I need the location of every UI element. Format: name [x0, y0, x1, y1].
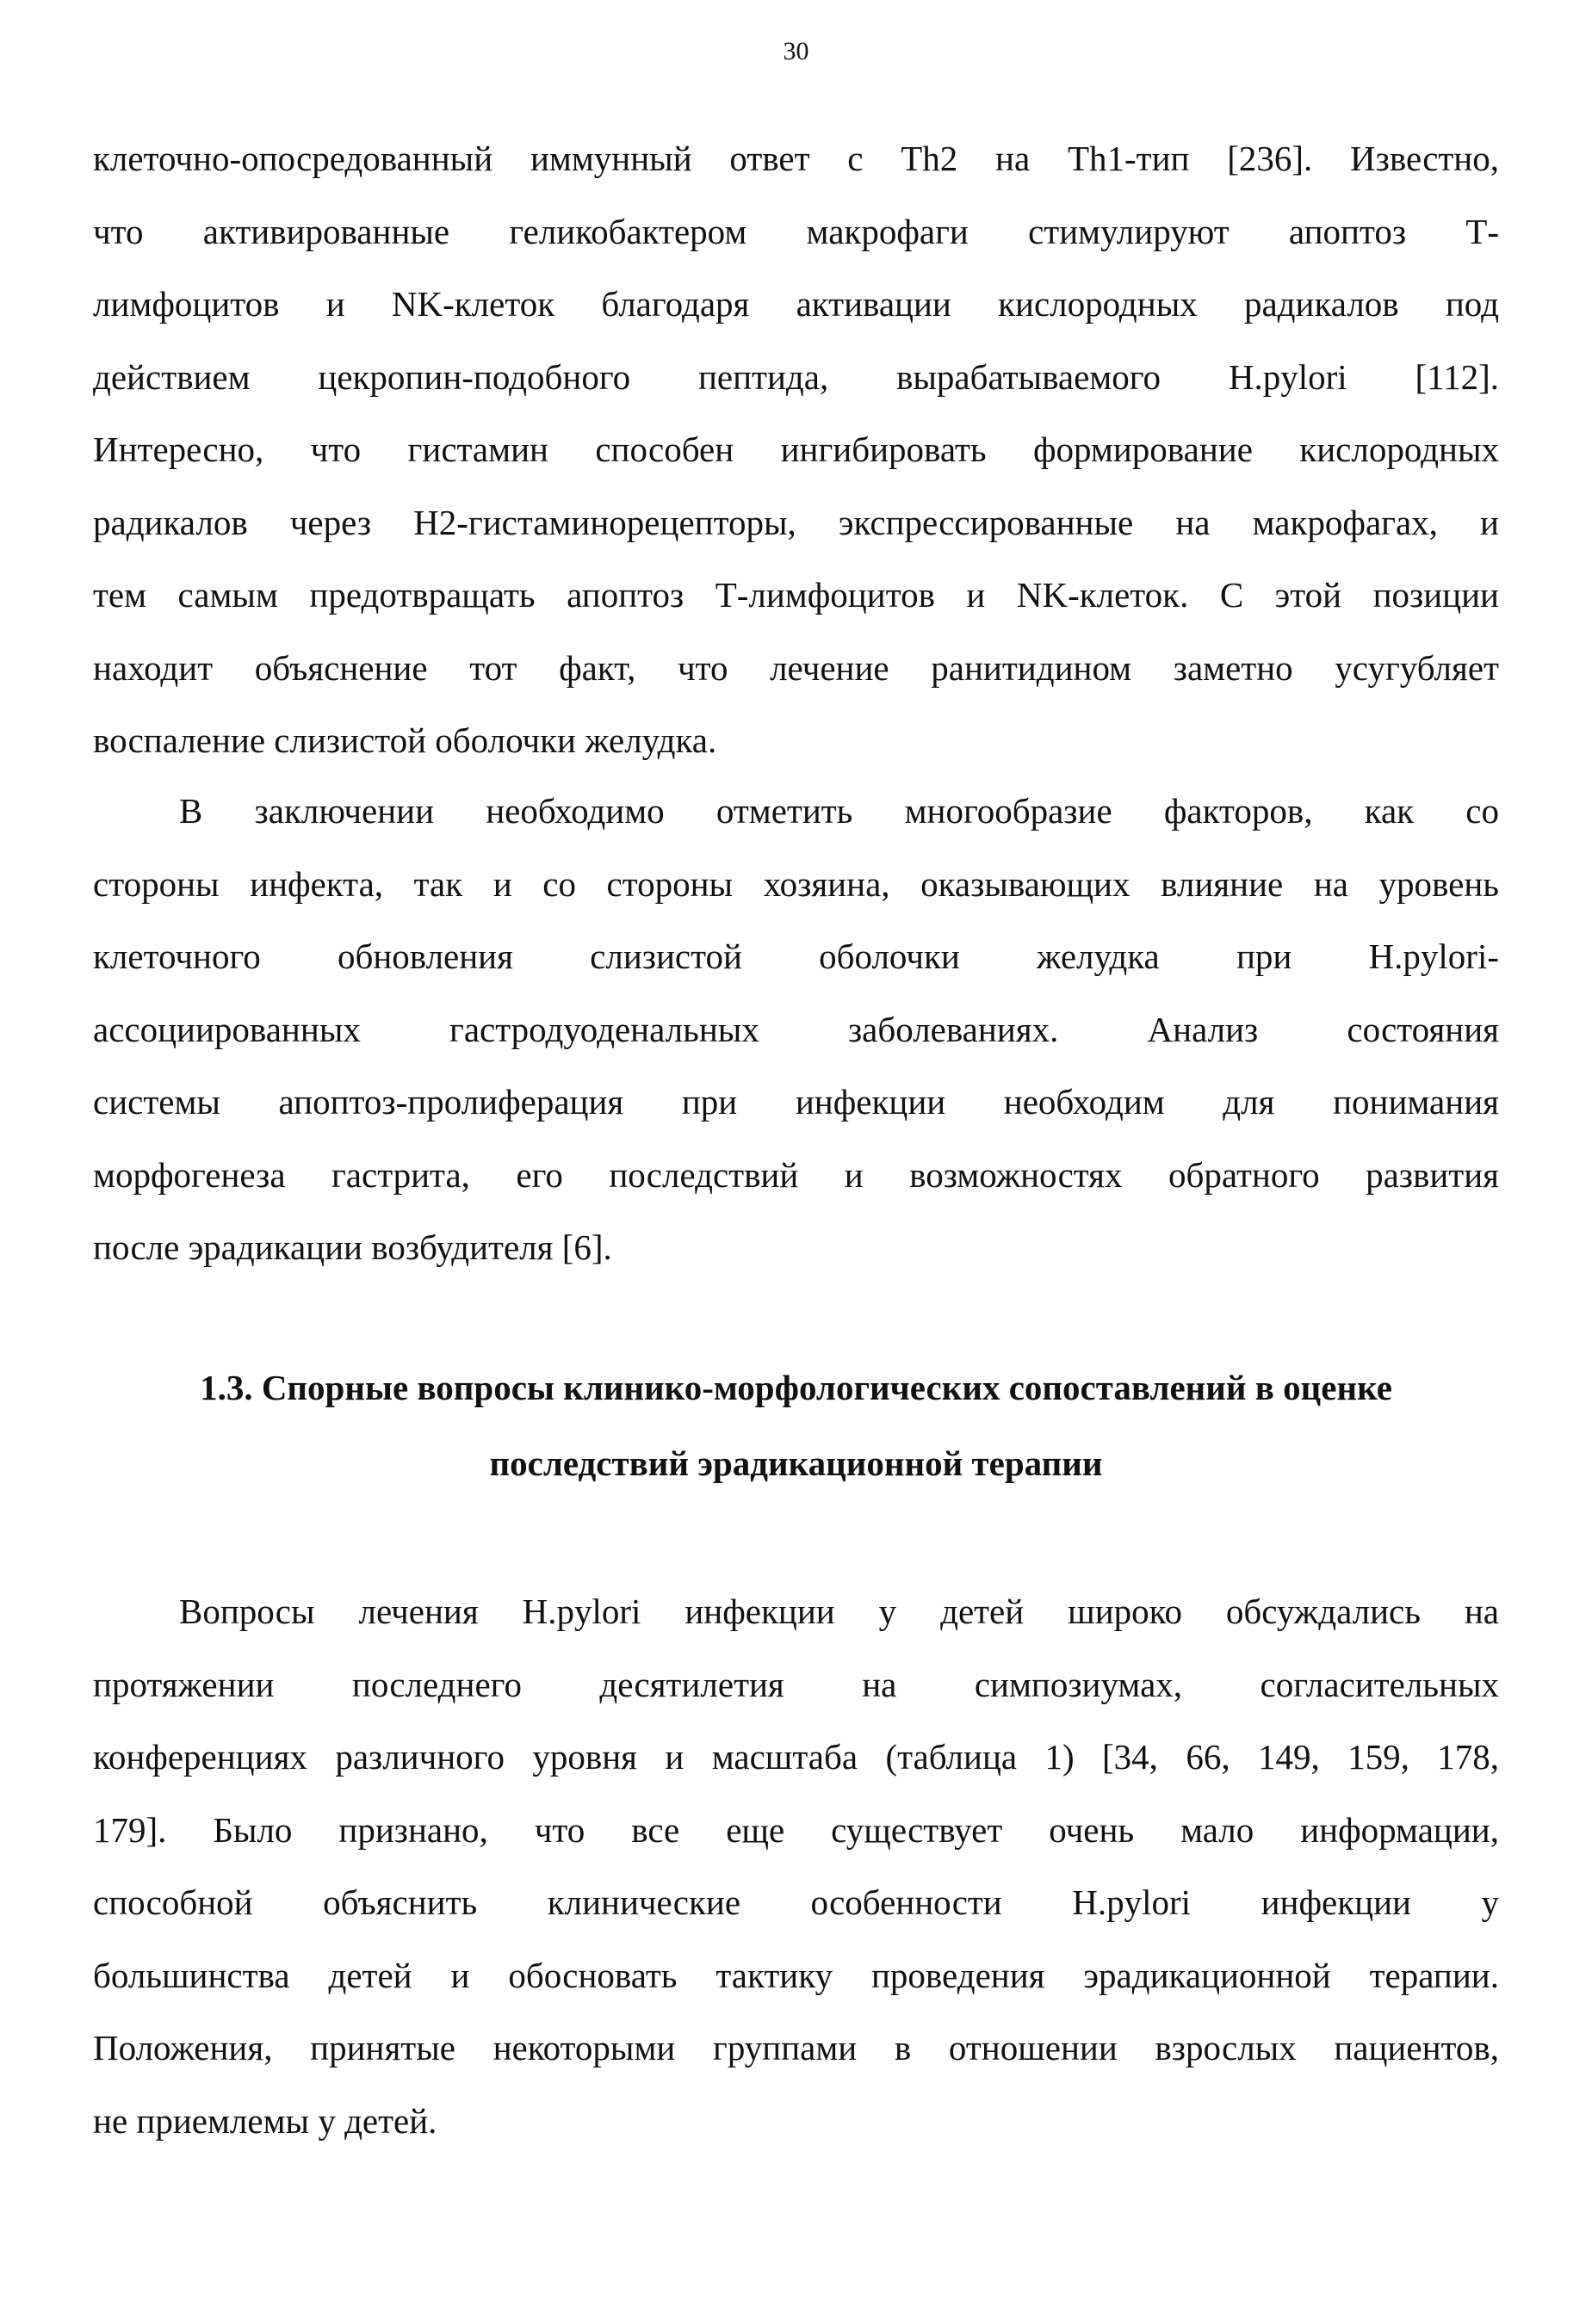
page-number: 30: [783, 37, 809, 65]
text-line: конференциях различного уровня и масштаба (таблица 1) [34, 66, 149, 159, 178,: [93, 1737, 1499, 1777]
text-line: клеточно-опосредованный иммунный ответ с Th2 на Th1-тип [236]. Известно,: [93, 139, 1499, 178]
paragraph-3: [93, 1575, 1499, 2157]
text-line: действием цекропин-подобного пептида, вырабатываемого H.pylori [112].: [93, 356, 1499, 397]
text-line: Интересно, что гистамин способен ингибировать формирование кислородных: [93, 430, 1499, 469]
text-line: Вопросы лечения H.pylori инфекции у детей широко обсуждались на: [179, 1592, 1499, 1631]
paragraph-1: [93, 122, 1499, 777]
paragraph-2: [93, 775, 1499, 1284]
section-heading: [93, 1350, 1499, 1501]
text-line: большинства детей и обосновать тактику проведения эрадикационной терапии.: [93, 1955, 1499, 1995]
text-line: системы апоптоз-пролиферация при инфекции необходим для понимания: [93, 1082, 1499, 1122]
heading-line: 1.3. Спорные вопросы клинико-морфологических сопоставлений в оценке: [200, 1368, 1392, 1407]
text-line: не приемлемы у детей.: [93, 2100, 437, 2141]
text-line: лимфоцитов и NK-клеток благодаря активации кислородных радикалов под: [93, 284, 1499, 324]
text-line: Положения, принятые некоторыми группами в отношении взрослых пациентов,: [93, 2028, 1499, 2067]
text-line: радикалов через Н2-гистаминорецепторы, экспрессированные на макрофагах, и: [93, 502, 1499, 542]
text-line: 179]. Было признано, что все еще существует очень мало информации,: [93, 1809, 1499, 1850]
text-line: находит объяснение тот факт, что лечение ранитидином заметно усугубляет: [93, 647, 1499, 688]
heading-line: последствий эрадикационной терапии: [489, 1443, 1103, 1483]
text-line: стороны инфекта, так и со стороны хозяина, оказывающих влияние на уровень: [93, 863, 1499, 904]
text-line: клеточного обновления слизистой оболочки желудка при H.pylori-: [93, 936, 1499, 976]
text-line: В заключении необходимо отметить многообразие факторов, как со: [179, 791, 1499, 831]
text-line: протяжении последнего десятилетия на симпозиумах, согласительных: [93, 1664, 1499, 1704]
text-line: после эрадикации возбудителя [6].: [93, 1227, 612, 1267]
text-line: воспаление слизистой оболочки желудка.: [93, 720, 717, 760]
text-line: морфогенеза гастрита, его последствий и возможностях обратного развития: [93, 1154, 1499, 1195]
text-line: способной объяснить клинические особенности H.pylori инфекции у: [93, 1882, 1499, 1922]
text-line: ассоциированных гастродуоденальных заболеваниях. Анализ состояния: [93, 1009, 1499, 1049]
text-line: тем самым предотвращать апоптоз Т-лимфоцитов и NK-клеток. С этой позиции: [93, 575, 1499, 615]
text-line: что активированные геликобактером макрофаги стимулируют апоптоз Т-: [93, 211, 1499, 251]
